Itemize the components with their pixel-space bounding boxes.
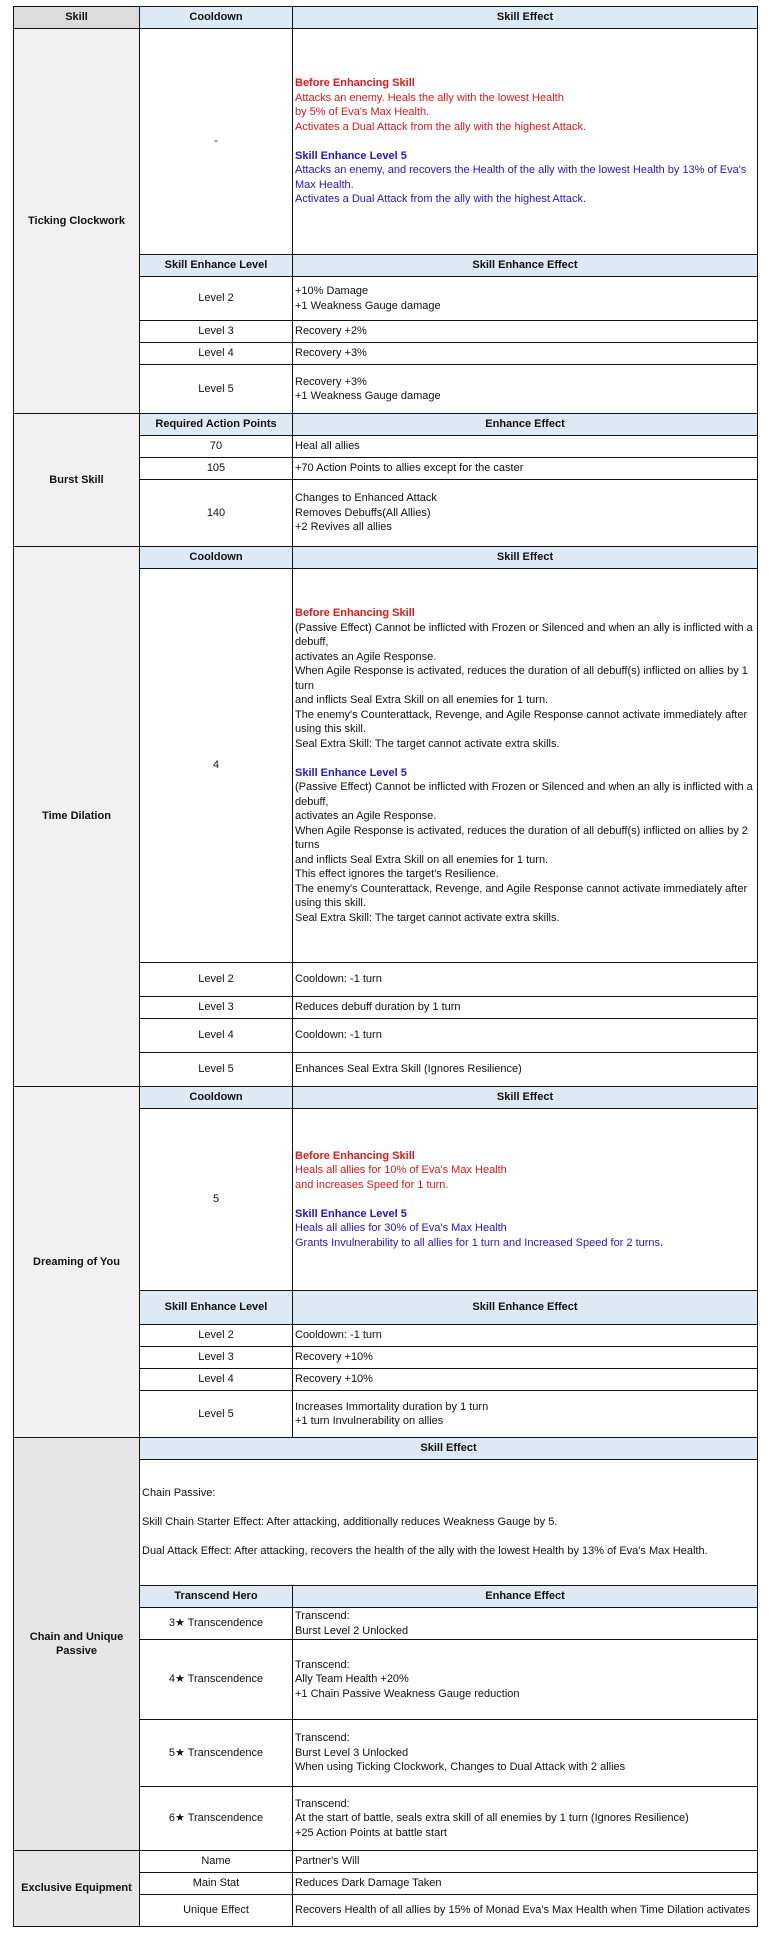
- skill-name-dreaming-of-you: Dreaming of You: [14, 1087, 140, 1438]
- burst-subheader-row: Burst Skill Required Action Points Enhance Effect: [14, 414, 758, 436]
- table-row: Level 4 Recovery +10%: [14, 1369, 758, 1391]
- chain-header-row: Chain and Unique Passive Skill Effect: [14, 1438, 758, 1460]
- skill-name-burst-skill: Burst Skill: [14, 414, 140, 547]
- time-dilation-subheader-row: Time Dilation Cooldown Skill Effect: [14, 547, 758, 569]
- skill-name-time-dilation: Time Dilation: [14, 547, 140, 1087]
- time-dilation-cooldown: 4: [140, 569, 293, 963]
- header-skill-effect: Skill Effect: [293, 7, 758, 29]
- table-row: Level 4 Cooldown: -1 turn: [14, 1019, 758, 1053]
- table-row: Level 3 Recovery +10%: [14, 1347, 758, 1369]
- skill-table: [13, 6, 758, 1927]
- ticking-main-row: [14, 29, 758, 255]
- table-row: Exclusive Equipment Name Partner's Will: [14, 1851, 758, 1873]
- table-header-row: [14, 7, 758, 29]
- table-row: Level 2 Cooldown: -1 turn: [14, 1325, 758, 1347]
- skill-name-ticking-clockwork: Ticking Clockwork: [14, 29, 140, 414]
- transcend-header-row: Transcend Hero Enhance Effect: [14, 1586, 758, 1608]
- table-row: Level 5 Recovery +3% +1 Weakness Gauge damage: [14, 365, 758, 414]
- table-row: 6★ Transcendence Transcend: At the start of battle, seals extra skill of all enemies by 1 turn (Ignores Resilience) +25 Action Points at battle start: [14, 1787, 758, 1851]
- dreaming-levels-header-row: Skill Enhance Level Skill Enhance Effect: [14, 1291, 758, 1325]
- table-row: 3★ Transcendence Transcend: Burst Level 2 Unlocked: [14, 1608, 758, 1640]
- table-row: Level 2 +10% Damage +1 Weakness Gauge damage: [14, 277, 758, 321]
- header-cooldown: Cooldown: [140, 7, 293, 29]
- table-row: Level 4 Recovery +3%: [14, 343, 758, 365]
- table-row: 4★ Transcendence Transcend: Ally Team Health +20% +1 Chain Passive Weakness Gauge reduction: [14, 1640, 758, 1720]
- dreaming-cooldown: 5: [140, 1109, 293, 1291]
- table-row: 70 Heal all allies: [14, 436, 758, 458]
- time-dilation-effect: Before Enhancing Skill (Passive Effect) Cannot be inflicted with Frozen or Silenced and when an ally is inflicted with a debuff, activates an Agile Response. When Agile Response is activated, reduces the duration of all debuff(s) inflicted on allies by 1 turn and inflicts Seal Extra Skill on all enemies for 1 turn. The enemy's Counterattack, Revenge, and Agile Response cannot activate immediately after using this skill. Seal Extra Skill: The target cannot activate extra skills. Skill Enhance Level 5 (Passive Effect) Cannot be inflicted with Frozen or Silenced and when an ally is inflicted with a debuff, activates an Agile Response. When Agile Response is activated, reduces the duration of all debuff(s) inflicted on allies by 2 turns and inflicts Seal Extra Skill on all enemies for 1 turn. This effect ignores the target's Resilience. The enemy's Counterattack, Revenge, and Agile Response cannot activate immediately after using this skill. Seal Extra Skill: The target cannot activate extra skills.: [293, 569, 758, 963]
- table-row: Level 5 Enhances Seal Extra Skill (Ignores Resilience): [14, 1053, 758, 1087]
- table-row: Level 5 Increases Immortality duration by 1 turn +1 turn Invulnerability on allies: [14, 1391, 758, 1438]
- table-row: Level 2 Cooldown: -1 turn: [14, 963, 758, 997]
- table-row: Unique Effect Recovers Health of all allies by 15% of Monad Eva's Max Health when Time Dilation activates: [14, 1895, 758, 1927]
- chain-effect: Chain Passive: Skill Chain Starter Effect: After attacking, additionally reduces Weakness Gauge by 5. Dual Attack Effect: After attacking, recovers the health of the ally with the lowest Health by 13% of Eva's Max Health.: [140, 1460, 758, 1586]
- table-row: 105 +70 Action Points to allies except for the caster: [14, 458, 758, 480]
- ticking-effect: Before Enhancing Skill Attacks an enemy. Heals the ally with the lowest Health by 5% of Eva's Max Health. Activates a Dual Attack from the ally with the highest Attack. Skill Enhance Level 5 Attacks an enemy, and recovers the Health of the ally with the lowest Health by 13% of Eva's Max Health. Activates a Dual Attack from the ally with the highest Attack.: [293, 29, 758, 255]
- skill-name-chain-passive: Chain and Unique Passive: [14, 1438, 140, 1851]
- header-skill: Skill: [14, 7, 140, 29]
- dreaming-subheader-row: Dreaming of You Cooldown Skill Effect: [14, 1087, 758, 1109]
- ticking-cooldown: -: [140, 29, 293, 255]
- enhance-level5-title: Skill Enhance Level 5: [295, 149, 407, 162]
- table-row: Main Stat Reduces Dark Damage Taken: [14, 1873, 758, 1895]
- skill-name-exclusive-equipment: Exclusive Equipment: [14, 1851, 140, 1927]
- ticking-subheader-row: Skill Enhance Level Skill Enhance Effect: [14, 255, 758, 277]
- table-row: Level 3 Recovery +2%: [14, 321, 758, 343]
- dreaming-effect: Before Enhancing Skill Heals all allies for 10% of Eva's Max Health and increases Speed for 1 turn. Skill Enhance Level 5 Heals all allies for 30% of Eva's Max Health Grants Invulnerability to all allies for 1 turn and Increased Speed for 2 turns.: [293, 1109, 758, 1291]
- table-row: Level 3 Reduces debuff duration by 1 turn: [14, 997, 758, 1019]
- before-enhancing-title: Before Enhancing Skill: [295, 77, 415, 90]
- table-row: 5★ Transcendence Transcend: Burst Level 3 Unlocked When using Ticking Clockwork, Changes to Dual Attack with 2 allies: [14, 1720, 758, 1787]
- table-row: 140 Changes to Enhanced Attack Removes Debuffs(All Allies) +2 Revives all allies: [14, 480, 758, 547]
